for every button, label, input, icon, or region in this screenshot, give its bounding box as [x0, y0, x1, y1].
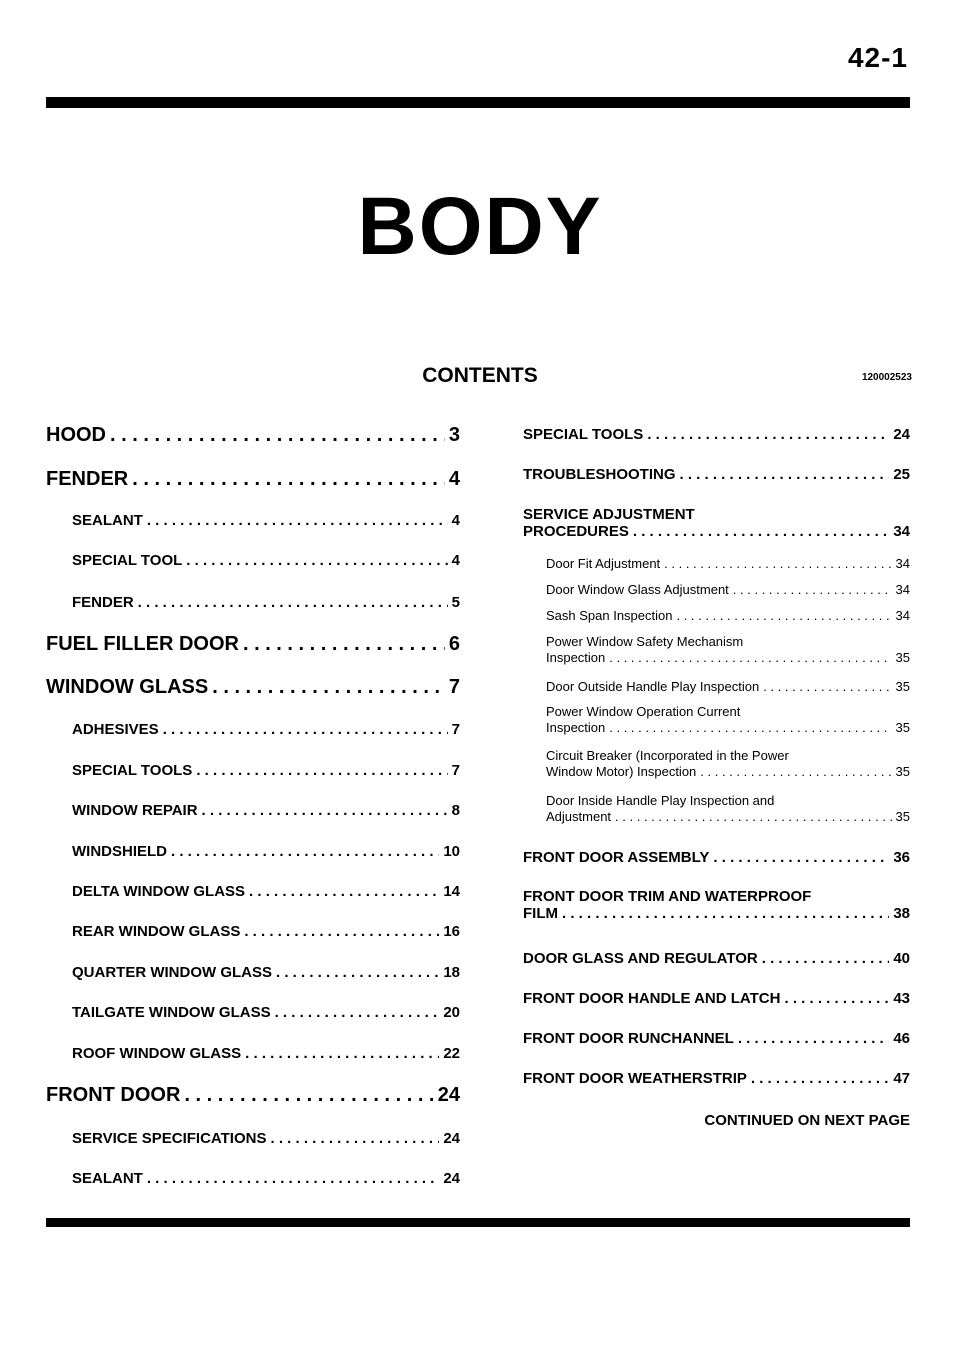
toc-entry-label: PROCEDURES [523, 523, 629, 540]
toc-entry-page: 35 [895, 764, 910, 779]
toc-entry[interactable] [46, 964, 460, 981]
toc-entry[interactable] [46, 424, 460, 447]
leader-dots [680, 466, 890, 483]
document-code: 120002523 [861, 372, 912, 383]
toc-entry[interactable] [523, 1030, 910, 1047]
toc-entry-page: 7 [448, 676, 460, 698]
toc-entry[interactable] [46, 594, 460, 611]
leader-dots [676, 608, 891, 624]
toc-entry-page: 16 [443, 923, 460, 940]
toc-entry[interactable] [46, 633, 460, 656]
toc-entry-page: 7 [451, 762, 460, 779]
toc-entry-label: QUARTER WINDOW GLASS [72, 964, 272, 981]
leader-dots [762, 950, 890, 967]
toc-entry[interactable] [46, 762, 460, 779]
page-title: BODY [357, 181, 603, 272]
toc-entry[interactable] [46, 1130, 460, 1147]
toc-entry[interactable] [46, 1045, 460, 1062]
toc-entry-first-line: SERVICE ADJUSTMENT [523, 506, 695, 523]
leader-dots [147, 1170, 439, 1187]
bottom-rule [46, 1218, 910, 1227]
toc-entry-page: 34 [895, 608, 910, 623]
toc-entry[interactable] [523, 793, 910, 825]
toc-entry[interactable] [523, 426, 910, 443]
toc-entry-page: 34 [893, 523, 910, 540]
toc-entry-label: FRONT DOOR WEATHERSTRIP [523, 1070, 747, 1087]
toc-entry-page: 6 [448, 633, 460, 655]
toc-entry[interactable] [523, 704, 910, 736]
leader-dots [276, 964, 439, 981]
leader-dots [713, 849, 889, 866]
leader-dots [763, 679, 891, 695]
toc-entry[interactable] [46, 721, 460, 738]
toc-entry-label: TROUBLESHOOTING [523, 466, 676, 483]
toc-entry-page: 36 [893, 849, 910, 866]
toc-entry-page: 34 [895, 556, 910, 571]
toc-entry-page: 46 [893, 1030, 910, 1047]
toc-entry-label: FRONT DOOR ASSEMBLY [523, 849, 710, 866]
leader-dots [784, 990, 889, 1007]
toc-entry-label: SPECIAL TOOL [72, 552, 183, 569]
toc-entry-page: 4 [451, 512, 460, 529]
toc-entry-label: FENDER [46, 468, 129, 490]
toc-entry-page: 40 [893, 950, 910, 967]
toc-entry-first-line: Power Window Operation Current [546, 704, 741, 719]
toc-entry-page: 47 [893, 1070, 910, 1087]
toc-entry-label: SEALANT [72, 512, 143, 529]
toc-entry-page: 25 [893, 466, 910, 483]
toc-entry-label: Door Window Glass Adjustment [546, 582, 729, 597]
toc-entry-label: FRONT DOOR HANDLE AND LATCH [523, 990, 781, 1007]
leader-dots [212, 676, 445, 699]
toc-entry-label: DOOR GLASS AND REGULATOR [523, 950, 758, 967]
toc-entry-page: 34 [895, 582, 910, 597]
leader-dots [270, 1130, 439, 1147]
leader-dots [245, 1045, 439, 1062]
page-number: 42-1 [847, 42, 908, 73]
toc-entry[interactable] [523, 634, 910, 666]
leader-dots [562, 905, 889, 922]
leader-dots [138, 594, 448, 611]
toc-entry[interactable] [523, 950, 910, 967]
toc-entry-label: TAILGATE WINDOW GLASS [72, 1004, 271, 1021]
toc-entry-label: SPECIAL TOOLS [72, 762, 193, 779]
toc-entry-label: FILM [523, 905, 558, 922]
toc-entry-page: 35 [895, 650, 910, 665]
leader-dots [615, 809, 891, 825]
toc-entry[interactable] [523, 990, 910, 1007]
toc-entry[interactable] [523, 1070, 910, 1087]
toc-entry[interactable] [523, 748, 910, 780]
toc-entry-page: 43 [893, 990, 910, 1007]
toc-entry-label: DELTA WINDOW GLASS [72, 883, 246, 900]
leader-dots [751, 1070, 889, 1087]
toc-entry-first-line: Power Window Safety Mechanism [546, 634, 744, 649]
toc-entry[interactable] [523, 506, 910, 540]
leader-dots [184, 1084, 433, 1107]
toc-entry-label: FRONT DOOR RUNCHANNEL [523, 1030, 734, 1047]
toc-entry-first-line: Circuit Breaker (Incorporated in the Power [546, 748, 789, 763]
toc-entry-label: Window Motor) Inspection [546, 764, 697, 779]
toc-entry-label: SEALANT [72, 1170, 143, 1187]
toc-entry[interactable] [523, 888, 910, 922]
leader-dots [633, 523, 889, 540]
toc-entry-page: 3 [448, 424, 460, 446]
toc-entry-label: Door Fit Adjustment [546, 556, 661, 571]
toc-entry[interactable] [46, 802, 460, 819]
toc-entry-page: 24 [437, 1084, 460, 1106]
toc-entry[interactable] [46, 1170, 460, 1187]
toc-entry-label: FRONT DOOR [46, 1084, 181, 1106]
toc-entry-page: 8 [451, 802, 460, 819]
leader-dots [202, 802, 448, 819]
toc-entry-page: 35 [895, 679, 910, 694]
toc-entry-label: Inspection [546, 720, 606, 735]
toc-entry-label: FUEL FILLER DOOR [46, 633, 239, 655]
leader-dots [110, 424, 445, 447]
toc-entry[interactable] [46, 883, 460, 900]
toc-entry[interactable] [46, 923, 460, 940]
leader-dots [163, 721, 448, 738]
leader-dots [244, 923, 439, 940]
toc-entry-page: 20 [443, 1004, 460, 1021]
toc-entry[interactable] [46, 1084, 460, 1107]
toc-entry-page: 24 [443, 1170, 460, 1187]
toc-entry-label: WINDOW GLASS [46, 676, 209, 698]
continued-note: CONTINUED ON NEXT PAGE [704, 1112, 910, 1129]
leader-dots [609, 650, 891, 666]
toc-entry-page: 7 [451, 721, 460, 738]
leader-dots [733, 582, 892, 598]
toc-entry-first-line: FRONT DOOR TRIM AND WATERPROOF [523, 888, 812, 905]
toc-entry-page: 4 [451, 552, 460, 569]
toc-entry-page: 38 [893, 905, 910, 922]
toc-entry[interactable] [46, 552, 460, 569]
leader-dots [664, 556, 891, 572]
toc-entry[interactable] [46, 676, 460, 699]
toc-entry-label: REAR WINDOW GLASS [72, 923, 241, 940]
leader-dots [738, 1030, 889, 1047]
toc-entry-label: SERVICE SPECIFICATIONS [72, 1130, 267, 1147]
toc-entry-label: HOOD [46, 424, 106, 446]
toc-entry-page: 35 [895, 809, 910, 824]
contents-heading: CONTENTS [422, 364, 538, 387]
toc-entry[interactable] [523, 608, 910, 624]
toc-entry-first-line: Door Inside Handle Play Inspection and [546, 793, 775, 808]
leader-dots [132, 468, 445, 491]
toc-entry[interactable] [46, 843, 460, 860]
leader-dots [700, 764, 891, 780]
toc-entry-label: ADHESIVES [72, 721, 159, 738]
leader-dots [147, 512, 448, 529]
toc-entry[interactable] [523, 556, 910, 572]
toc-entry-page: 5 [451, 594, 460, 611]
top-rule [46, 97, 910, 108]
toc-entry-label: Inspection [546, 650, 606, 665]
toc-entry-label: ROOF WINDOW GLASS [72, 1045, 242, 1062]
toc-entry[interactable] [523, 849, 910, 866]
toc-entry-page: 18 [443, 964, 460, 981]
toc-entry-page: 35 [895, 720, 910, 735]
toc-entry[interactable] [523, 679, 910, 695]
toc-entry-label: Adjustment [546, 809, 612, 824]
leader-dots [647, 426, 889, 443]
toc-entry[interactable] [523, 582, 910, 598]
toc-entry-page: 24 [443, 1130, 460, 1147]
toc-entry-page: 24 [893, 426, 910, 443]
toc-entry[interactable] [46, 512, 460, 529]
toc-entry-page: 10 [443, 843, 460, 860]
toc-entry-label: SPECIAL TOOLS [523, 426, 644, 443]
toc-entry-label: WINDOW REPAIR [72, 802, 198, 819]
toc-entry-label: Sash Span Inspection [546, 608, 673, 623]
leader-dots [186, 552, 447, 569]
toc-entry-label: WINDSHIELD [72, 843, 167, 860]
toc-entry[interactable] [523, 466, 910, 483]
leader-dots [249, 883, 439, 900]
toc-entry-page: 14 [443, 883, 460, 900]
leader-dots [171, 843, 439, 860]
toc-entry-page: 4 [448, 468, 460, 490]
leader-dots [196, 762, 447, 779]
leader-dots [275, 1004, 440, 1021]
toc-entry[interactable] [46, 1004, 460, 1021]
leader-dots [243, 633, 445, 656]
toc-entry-page: 22 [443, 1045, 460, 1062]
toc-entry-label: Door Outside Handle Play Inspection [546, 679, 760, 694]
toc-entry-label: FENDER [72, 594, 134, 611]
leader-dots [609, 720, 891, 736]
toc-entry[interactable] [46, 468, 460, 491]
